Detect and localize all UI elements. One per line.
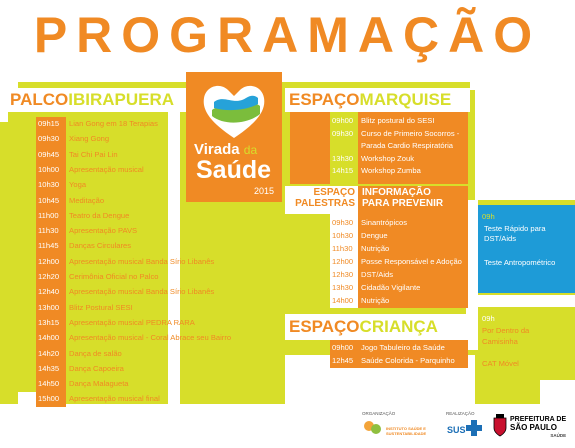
green-box-line2: Camisinha: [482, 337, 518, 346]
palco-time: 14h20: [38, 348, 60, 358]
palco-event: Apresentação musical Banda Sírio Libanês: [69, 256, 215, 266]
palco-event: Blitz Postural SESI: [69, 302, 133, 312]
blue-box-time: 09h: [482, 212, 495, 221]
palco-event: Danças Circulares: [69, 241, 132, 251]
palestras-event: Nutrição: [361, 244, 390, 253]
instituto-logo-icon: [362, 418, 384, 438]
palco-time: 13h00: [38, 302, 60, 312]
palestras-event: Nutrição: [361, 296, 390, 305]
palco-event: Dança Capoeira: [69, 363, 124, 373]
footer-org-name: INSTITUTO SAÚDE E SUSTENTABILIDADE: [386, 426, 427, 436]
crianca-time: 09h00: [332, 343, 354, 352]
bg-block: [168, 92, 180, 410]
prefeitura-logo: PREFEITURA DE SÃO PAULO SAÚDE: [510, 416, 567, 438]
palco-event: Apresentação musical PEDRA RARA: [69, 317, 195, 327]
marquise-time: 09h30: [332, 128, 354, 138]
palco-time: 09h30: [38, 134, 60, 144]
palestras-event: Dengue: [361, 231, 388, 240]
palco-time: 14h35: [38, 363, 60, 373]
bg-block: [475, 90, 575, 200]
blue-box-line1: Teste Rápido para: [484, 224, 546, 233]
palco-time: 10h00: [38, 164, 60, 174]
palestras-time: 11h30: [332, 244, 353, 253]
palco-event: Apresentação PAVS: [69, 226, 138, 236]
sus-cross-icon: [466, 420, 482, 436]
crianca-time: 12h45: [332, 356, 354, 365]
palestras-event: DST/Aids: [361, 270, 394, 279]
palco-time: 12h40: [38, 287, 60, 297]
palco-event: Apresentação musical Banda Sírio Libanês: [69, 287, 215, 297]
palco-event: Teatro da Dengue: [69, 210, 130, 220]
palestras-time: 12h00: [332, 257, 354, 266]
palco-header: PALCOIBIRAPUERA: [10, 90, 175, 109]
palco-time: 10h45: [38, 195, 60, 205]
palco-time: 13h15: [38, 317, 60, 327]
bg-block: [475, 295, 575, 307]
logo-line2: Saúde: [196, 156, 272, 184]
blue-box-line3: Teste Antropométrico: [484, 258, 556, 267]
palestras-time: 09h30: [332, 218, 354, 227]
palco-event: Tai Chi Pai Lin: [69, 149, 118, 159]
marquise-event: Parada Cardio Respiratória: [361, 141, 454, 150]
marquise-time: 14h15: [332, 166, 354, 175]
marquise-event: Workshop Zouk: [361, 153, 415, 163]
palestras-event: Sinantrópicos: [361, 218, 408, 227]
palco-time: 10h30: [38, 180, 60, 190]
bg-block: [540, 380, 575, 410]
palco-event: Meditação: [69, 195, 105, 205]
palestras-event: Posse Responsável e Adoção: [361, 257, 462, 266]
palco-time: 11h45: [38, 241, 59, 251]
bg-block: [0, 404, 575, 448]
logo-line1: Virada da: [194, 141, 258, 158]
sus-logo: SUS: [447, 425, 466, 435]
palco-event: Cerimônia Oficial no Palco: [69, 272, 159, 281]
palco-event: Apresentação musical - Coral Abrace seu Bairro: [69, 333, 232, 343]
marquise-time: 09h00: [332, 116, 354, 125]
palco-time: 14h50: [38, 379, 60, 389]
palestras-time: 10h30: [332, 231, 354, 240]
crianca-event: Jogo Tabuleiro da Saúde: [361, 343, 445, 352]
palco-event: Lian Gong em 18 Terapias: [69, 119, 158, 128]
footer-org-label: ORGANIZAÇÃO: [362, 411, 396, 416]
palestras-header-right: INFORMAÇÃO PARA PREVENIR: [362, 187, 444, 209]
palco-time: 11h00: [38, 210, 59, 220]
palco-event: Xiang Gong: [69, 134, 110, 144]
marquise-event: Workshop Zumba: [361, 166, 421, 175]
palco-time: 14h00: [38, 333, 60, 343]
logo-year: 2015: [254, 186, 275, 196]
palco-event: Dança Malagueta: [69, 379, 129, 389]
palco-time: 15h00: [38, 394, 60, 404]
marquise-time: 13h30: [332, 153, 354, 163]
bg-block: [0, 92, 8, 122]
city-crest-icon: [492, 414, 508, 438]
palco-time: 09h15: [38, 119, 60, 128]
marquise-event: Curso de Primeiro Socorros -: [361, 128, 460, 138]
palestras-time: 13h30: [332, 283, 354, 292]
palestras-time: 12h30: [332, 270, 354, 279]
palestras-event: Cidadão Vigilante: [361, 283, 421, 292]
bg-block: [470, 70, 575, 90]
palestras-header-left: ESPAÇO PALESTRAS: [295, 187, 355, 209]
green-box-time: 09h: [482, 314, 495, 323]
crianca-header: ESPAÇOCRIANÇA: [289, 317, 438, 336]
bg-block: [18, 392, 36, 412]
green-box-line3: CAT Móvel: [482, 359, 519, 368]
palco-time: 09h45: [38, 149, 60, 159]
green-box-line1: Por Dentro da: [482, 326, 530, 335]
footer-real-label: REALIZAÇÃO: [446, 411, 475, 416]
page-title: PROGRAMAÇÃO: [0, 0, 575, 70]
palco-schedule: [0, 0, 1, 1]
crianca-event: Saúde Colorida - Parquinho: [361, 356, 455, 365]
palco-event: Yoga: [69, 180, 87, 190]
palco-time: 12h20: [38, 272, 60, 281]
palco-time: 11h30: [38, 226, 59, 236]
marquise-event: Blitz postural do SESI: [361, 116, 435, 125]
palestras-time: 14h00: [332, 296, 354, 305]
palco-event: Apresentação musical: [69, 164, 144, 174]
marquise-header: ESPAÇOMARQUISE: [289, 90, 452, 109]
logo-heart-icon: [198, 80, 270, 142]
palco-time: 12h00: [38, 256, 60, 266]
palco-event: Dança de salão: [69, 348, 122, 358]
blue-box-line2: DST/Aids: [484, 234, 517, 243]
palco-event: Apresentação musical final: [69, 394, 160, 404]
